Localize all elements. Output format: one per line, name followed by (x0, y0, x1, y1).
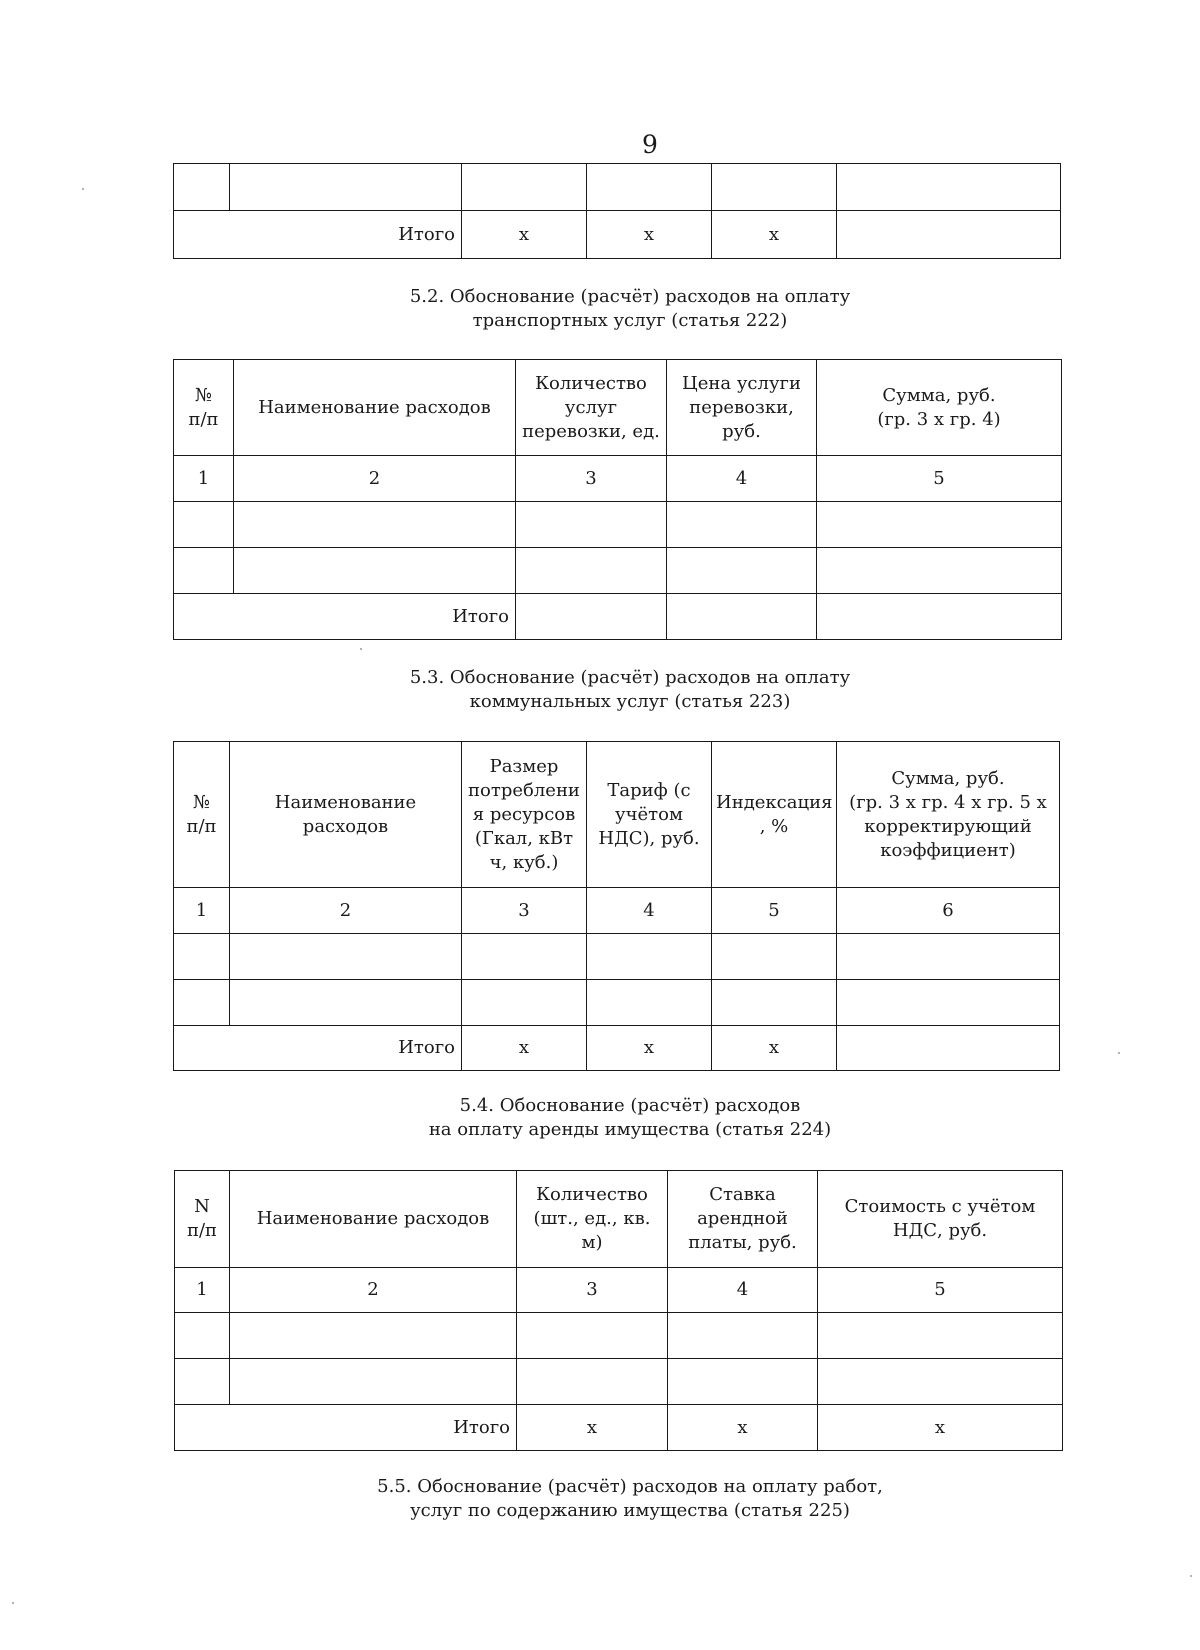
column-header: Количество услуг перевозки, ед. (516, 360, 667, 456)
total-row (175, 1405, 1063, 1451)
column-number: 5 (817, 456, 1062, 502)
table-cell (175, 1359, 230, 1405)
table-cell: х (587, 1026, 712, 1071)
column-number: 4 (667, 456, 817, 502)
table-cell (818, 1313, 1063, 1359)
scan-speck (360, 648, 362, 650)
table-cell (516, 548, 667, 594)
table-cell: х (712, 211, 837, 259)
table-cell (174, 980, 230, 1026)
table-cell (174, 548, 234, 594)
column-number: 4 (668, 1268, 818, 1313)
column-number: 3 (462, 888, 587, 934)
table-cell (837, 980, 1060, 1026)
column-number: 4 (587, 888, 712, 934)
table-cell (234, 548, 516, 594)
table-cell (175, 1313, 230, 1359)
table-cell: х (462, 1026, 587, 1071)
header-row (174, 360, 1062, 456)
column-header: Стоимость с учётом НДС, руб. (818, 1171, 1063, 1268)
table-cell (516, 594, 667, 640)
table-cell (837, 934, 1060, 980)
table-cell (234, 502, 516, 548)
column-header: Наименование расходов (230, 1171, 517, 1268)
table-cell (817, 594, 1062, 640)
table-cell (818, 1359, 1063, 1405)
table-cell (587, 934, 712, 980)
column-header: Количество (шт., ед., кв. м) (517, 1171, 668, 1268)
column-number: 5 (712, 888, 837, 934)
page-number: 9 (642, 130, 658, 159)
column-header: Сумма, руб. (гр. 3 х гр. 4 х гр. 5 х корректирующий коэффициент) (837, 742, 1060, 888)
column-number-row (174, 456, 1062, 502)
column-number-row (175, 1268, 1063, 1313)
column-header: Индексация , % (712, 742, 837, 888)
table-cell (462, 980, 587, 1026)
table-cell (668, 1313, 818, 1359)
column-number: 2 (230, 1268, 517, 1313)
column-header: № п/п (174, 742, 230, 888)
column-header: Сумма, руб. (гр. 3 х гр. 4) (817, 360, 1062, 456)
section-title-5-2: 5.2. Обоснование (расчёт) расходов на оплату транспортных услуг (статья 222) (409, 286, 851, 331)
total-label: Итого (175, 1405, 517, 1451)
table-row (175, 1313, 1063, 1359)
column-header: Размер потреблени я ресурсов (Гкал, кВт ч, куб.) (462, 742, 587, 888)
table-row (175, 1359, 1063, 1405)
table-cell (837, 211, 1061, 259)
table-cell (462, 164, 587, 211)
table-cell: х (668, 1405, 818, 1451)
table-row (174, 164, 1061, 211)
table-cell (817, 502, 1062, 548)
section-title-5-5: 5.5. Обоснование (расчёт) расходов на оплату работ, услуг по содержанию имущества (статья 225) (377, 1476, 883, 1521)
scan-speck (82, 188, 84, 190)
table-cell (837, 164, 1061, 211)
table-cell (230, 1313, 517, 1359)
table-cell (712, 934, 837, 980)
column-header: Тариф (с учётом НДС), руб. (587, 742, 712, 888)
table-cell (230, 164, 462, 211)
total-label: Итого (174, 1026, 462, 1071)
table-cell (517, 1313, 668, 1359)
table-cell: х (462, 211, 587, 259)
table-cell (587, 164, 712, 211)
column-number: 6 (837, 888, 1060, 934)
header-row (174, 742, 1060, 888)
column-number: 3 (517, 1268, 668, 1313)
column-header: N п/п (175, 1171, 230, 1268)
table-cell (712, 164, 837, 211)
table-transport-services (173, 359, 1062, 640)
total-label: Итого (174, 594, 516, 640)
column-header: Наименование расходов (230, 742, 462, 888)
table-cell (174, 502, 234, 548)
column-number: 1 (175, 1268, 230, 1313)
table-cell (587, 980, 712, 1026)
scan-speck (1118, 1052, 1120, 1054)
table-utility-services (173, 741, 1060, 1071)
table-property-rent (174, 1170, 1063, 1451)
table-cell: х (517, 1405, 668, 1451)
column-header: Ставка арендной платы, руб. (668, 1171, 818, 1268)
table-cell (817, 548, 1062, 594)
table-row (174, 502, 1062, 548)
header-row (175, 1171, 1063, 1268)
total-row (174, 211, 1061, 259)
table-row (174, 934, 1060, 980)
table-cell (837, 1026, 1060, 1071)
table-cell (230, 1359, 517, 1405)
column-number: 2 (234, 456, 516, 502)
column-number: 1 (174, 456, 234, 502)
table-cell (462, 934, 587, 980)
column-header: № п/п (174, 360, 234, 456)
total-row (174, 594, 1062, 640)
column-number: 2 (230, 888, 462, 934)
scan-speck (1190, 1575, 1192, 1577)
column-header: Наименование расходов (234, 360, 516, 456)
total-row (174, 1026, 1060, 1071)
table-row (174, 980, 1060, 1026)
section-title-5-4: 5.4. Обоснование (расчёт) расходов на оплату аренды имущества (статья 224) (428, 1095, 832, 1140)
total-label: Итого (174, 211, 462, 259)
table-cell (174, 164, 230, 211)
table-row (174, 548, 1062, 594)
table-cell (668, 1359, 818, 1405)
table-cell (174, 934, 230, 980)
table-cell (667, 594, 817, 640)
column-header: Цена услуги перевозки, руб. (667, 360, 817, 456)
table-cell (230, 934, 462, 980)
column-number: 3 (516, 456, 667, 502)
table-top-continuation (173, 163, 1061, 259)
section-title-5-3: 5.3. Обоснование (расчёт) расходов на оплату коммунальных услуг (статья 223) (409, 667, 851, 712)
table-cell: х (712, 1026, 837, 1071)
table-cell (230, 980, 462, 1026)
table-cell (516, 502, 667, 548)
column-number: 5 (818, 1268, 1063, 1313)
column-number-row (174, 888, 1060, 934)
table-cell: х (587, 211, 712, 259)
table-cell (712, 980, 837, 1026)
table-cell (667, 502, 817, 548)
table-cell (667, 548, 817, 594)
column-number: 1 (174, 888, 230, 934)
scan-speck (12, 1602, 14, 1604)
table-cell (517, 1359, 668, 1405)
table-cell: х (818, 1405, 1063, 1451)
